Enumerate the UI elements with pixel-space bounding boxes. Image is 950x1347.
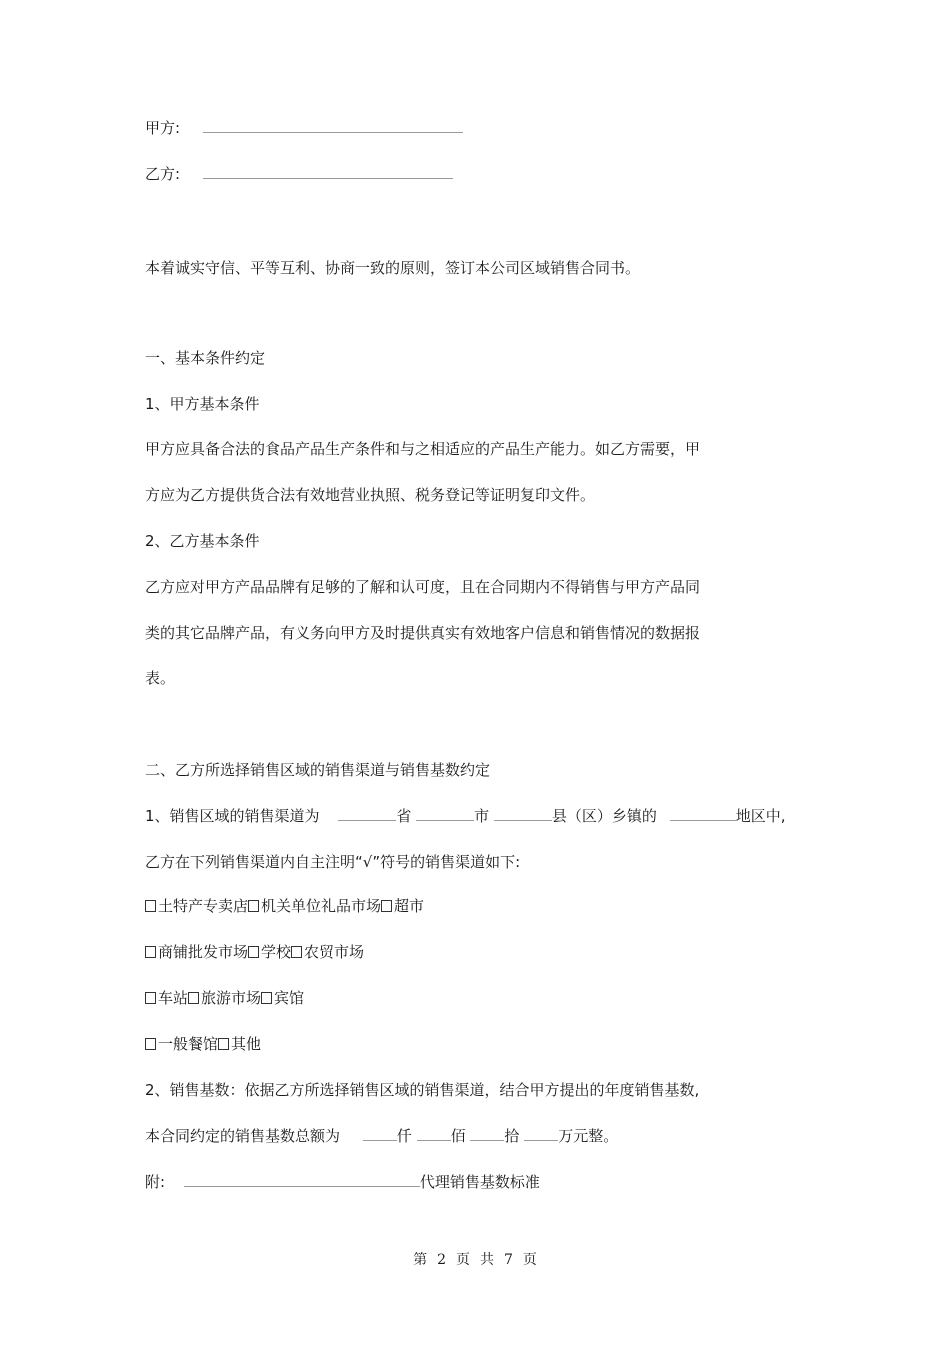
channel-row-3 xyxy=(145,988,304,1008)
section1-item1-title: 1、甲方基本条件 xyxy=(145,395,260,413)
channel-row-2 xyxy=(145,942,364,962)
province-blank xyxy=(338,806,396,821)
section1-item2-line1: 乙方应对甲方产品品牌有足够的了解和认可度，且在合同期内不得销售与甲方产品同 xyxy=(145,578,701,596)
section2-item1-line1 xyxy=(145,806,786,826)
footer-gong: 共 xyxy=(480,1252,494,1268)
channel-school: 学校 xyxy=(261,943,292,961)
checkbox-hotel[interactable] xyxy=(261,992,272,1004)
party-b-line xyxy=(145,164,453,184)
channel-government-gift: 机关单位礼品市场 xyxy=(261,897,382,915)
section2-item2-line1: 2、销售基数：依据乙方所选择销售区域的销售渠道，结合甲方提出的年度销售基数, xyxy=(145,1081,700,1099)
total-page-number: 7 xyxy=(504,1252,513,1268)
party-a-blank xyxy=(203,118,463,133)
footer-ye2: 页 xyxy=(522,1252,537,1268)
channel-tourism: 旅游市场 xyxy=(201,989,262,1007)
checkbox-school[interactable] xyxy=(248,946,259,958)
channel-restaurant: 一般餐馆 xyxy=(158,1035,219,1053)
sales-base-prefix: 本合同约定的销售基数总额为 xyxy=(145,1127,341,1145)
section1-item1-line1: 甲方应具备合法的食品产品生产条件和与之相适应的产品生产能力。如乙方需要，甲 xyxy=(145,440,701,458)
attachment-label: 附: xyxy=(145,1173,166,1191)
ten-blank xyxy=(470,1126,504,1141)
area-blank xyxy=(670,806,736,821)
attachment-suffix: 代理销售基数标准 xyxy=(419,1173,540,1191)
checkbox-wholesale[interactable] xyxy=(145,946,156,958)
checkbox-supermarket[interactable] xyxy=(381,900,392,912)
intro-paragraph: 本着诚实守信、平等互利、协商一致的原则，签订本公司区域销售合同书。 xyxy=(145,259,641,277)
checkbox-government-gift[interactable] xyxy=(248,900,259,912)
section1-title: 一、基本条件约定 xyxy=(145,349,266,367)
attachment-line xyxy=(145,1172,540,1192)
county-label: 县（区）乡镇的 xyxy=(551,807,657,825)
checkbox-farmers-market[interactable] xyxy=(291,946,302,958)
thousand-blank xyxy=(363,1126,397,1141)
checkbox-other[interactable] xyxy=(218,1038,229,1050)
channel-wholesale: 商铺批发市场 xyxy=(158,943,249,961)
section1-item2-line3: 表。 xyxy=(145,669,176,687)
page-footer xyxy=(0,1249,950,1269)
sales-channel-prefix: 1、销售区域的销售渠道为 xyxy=(145,807,320,825)
city-blank xyxy=(416,806,474,821)
channel-hotel: 宾馆 xyxy=(274,989,305,1007)
thousand-label: 仟 xyxy=(396,1127,412,1145)
section1-item1-line2: 方应为乙方提供货合法有效地营业执照、税务登记等证明复印文件。 xyxy=(145,486,596,504)
area-label: 地区中, xyxy=(735,807,786,825)
city-label: 市 xyxy=(474,807,490,825)
hundred-label: 佰 xyxy=(450,1127,466,1145)
wan-blank xyxy=(524,1126,558,1141)
channel-station: 车站 xyxy=(158,989,189,1007)
checkbox-local-specialty[interactable] xyxy=(145,900,156,912)
channel-row-1 xyxy=(145,896,424,916)
channel-farmers-market: 农贸市场 xyxy=(304,943,365,961)
attachment-blank xyxy=(184,1172,420,1187)
section2-item1-line2: 乙方在下列销售渠道内自主注明“√”符号的销售渠道如下: xyxy=(145,853,521,871)
channel-other: 其他 xyxy=(231,1035,262,1053)
ten-label: 拾 xyxy=(504,1127,520,1145)
channel-row-4 xyxy=(145,1034,261,1054)
section1-item2-title: 2、乙方基本条件 xyxy=(145,532,260,550)
section2-item2-line2 xyxy=(145,1126,618,1146)
hundred-blank xyxy=(417,1126,451,1141)
section1-item2-line2: 类的其它品牌产品，有义务向甲方及时提供真实有效地客户信息和销售情况的数据报 xyxy=(145,624,701,642)
checkbox-restaurant[interactable] xyxy=(145,1038,156,1050)
section2-title: 二、乙方所选择销售区域的销售渠道与销售基数约定 xyxy=(145,761,491,779)
channel-local-specialty: 土特产专卖店 xyxy=(158,897,249,915)
channel-supermarket: 超市 xyxy=(394,897,425,915)
footer-ye: 页 xyxy=(456,1252,470,1268)
party-a-label: 甲方: xyxy=(145,119,181,137)
footer-di: 第 xyxy=(413,1252,428,1268)
party-b-blank xyxy=(203,164,453,179)
checkbox-tourism[interactable] xyxy=(188,992,199,1004)
checkbox-station[interactable] xyxy=(145,992,156,1004)
county-blank xyxy=(494,806,552,821)
wan-yuan-label: 万元整。 xyxy=(558,1127,619,1145)
current-page-number: 2 xyxy=(437,1252,446,1268)
party-a-line xyxy=(145,118,463,138)
party-b-label: 乙方: xyxy=(145,165,181,183)
province-label: 省 xyxy=(396,807,412,825)
